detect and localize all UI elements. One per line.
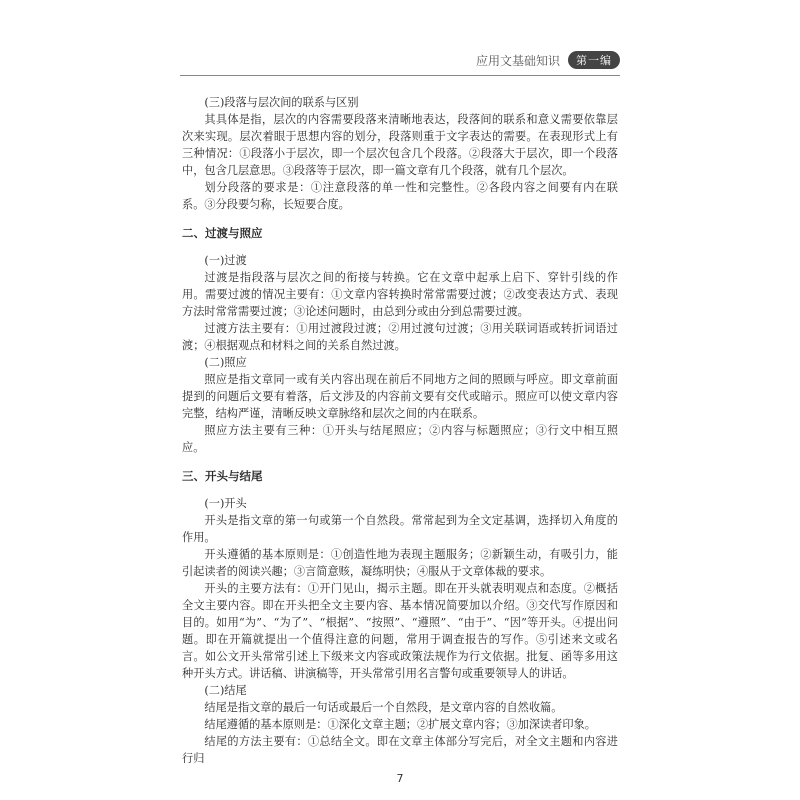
paragraph: 开头的主要方法有：①开门见山，揭示主题。即在开头就表明观点和态度。②概括全文主要内容。即在开头把全文主要内容、基本情况简要加以介绍。③交代写作原因和目的。如用“为”、“为了”、“根据”、“按照”、“遵照”、“由于”、“因”等开头。④提出问题。即在开篇就提出一个值得注意的问题，常用于调查报告的写作。⑤引述来文或名言。如公文开头常常引述上下级来文内容或政策法规作为行文依据。批复、函等多用这种开头方式。讲话稿、讲演稿等，开头常常引用名言警句或重要领导人的讲话。 [182, 582, 618, 680]
part-badge: 第一编 [568, 51, 620, 69]
subsection-heading: (一)过渡 [204, 254, 247, 267]
book-title: 应用文基础知识 [475, 53, 560, 68]
paragraph: 结尾是指文章的最后一句话或最后一个自然段，是文章内容的自然收篇。 [204, 701, 563, 714]
paragraph: 照应方法主要有三种：①开头与结尾照应；②内容与标题照应；③行文中相互照应。 [182, 424, 618, 454]
paragraph: 结尾遵循的基本原则是：①深化文章主题；②扩展文章内容；③加深读者印象。 [204, 718, 596, 731]
subsection-heading: (二)照应 [204, 356, 247, 369]
paragraph: 开头遵循的基本原则是：①创造性地为表现主题服务；②新颖生动，有吸引力，能引起读者的阅读兴趣；③言简意赅，凝练明快；④服从于文章体裁的要求。 [182, 548, 618, 578]
subsection-heading: (三)段落与层次间的联系与区别 [204, 96, 359, 109]
paragraph: 结尾的方法主要有：①总结全文。即在文章主体部分写完后，对全文主题和内容进行归 [182, 735, 618, 765]
paragraph: 照应是指文章同一或有关内容出现在前后不同地方之间的照顾与呼应。即文章前面提到的问题后文要有着落，后文涉及的内容前文要有交代或暗示。照应可以使文章内容完整，结构严谨，清晰反映文章脉络和层次之间的内在联系。 [182, 373, 618, 420]
header-rule [180, 75, 620, 76]
section-heading: 二、过渡与照应 [182, 226, 263, 240]
paragraph: 过渡是指段落与层次之间的衔接与转换。它在文章中起承上启下、穿针引线的作用。需要过渡的情况主要有：①文章内容转换时常常需要过渡；②改变表达方式、表现方法时常常需要过渡；③论述问题时，由总到分或由分到总需要过渡。 [182, 271, 618, 318]
page-body [182, 92, 618, 767]
paragraph: 过渡方法主要有：①用过渡段过渡；②用过渡句过渡；③用关联词语或转折词语过渡；④根据观点和材料之间的关系自然过渡。 [182, 322, 618, 352]
subsection-heading: (二)结尾 [204, 684, 247, 697]
page-number: 7 [396, 772, 404, 785]
subsection-heading: (一)开头 [204, 497, 247, 510]
paragraph: 划分段落的要求是：①注意段落的单一性和完整性。②各段内容之间要有内在联系。③分段要匀称，长短要合度。 [182, 181, 618, 211]
section-heading: 三、开头与结尾 [182, 469, 263, 483]
running-header [180, 48, 620, 72]
paragraph: 其具体是指，层次的内容需要段落来清晰地表达，段落间的联系和意义需要依靠层次来实现。层次着眼于思想内容的划分，段落则重于文字表达的需要。在表现形式上有三种情况：①段落小于层次，即一个层次包含几个段落。②段落大于层次，即一个段落中，包含几层意思。③段落等于层次，即一篇文章有几个段落，就有几个层次。 [182, 113, 618, 177]
paragraph: 开头是指文章的第一句或第一个自然段。常常起到为全文定基调，选择切入角度的作用。 [182, 514, 618, 544]
